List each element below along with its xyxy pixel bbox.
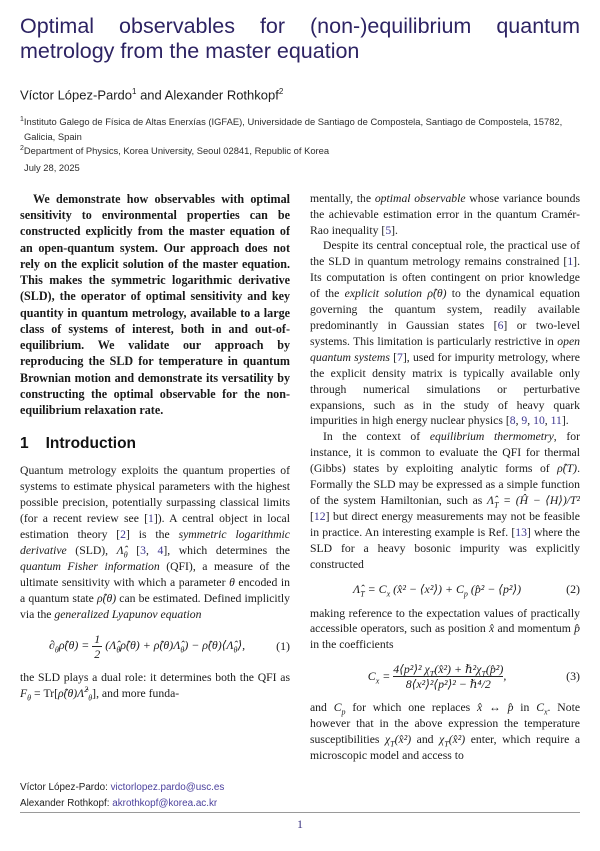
fraction-numerator: 4⟨p²⟩² $\chi_T(x̂^2)$ + $\hbar^2\chi_T(p̂^2)$ [393,662,504,679]
citation-link[interactable]: 3 [140,544,146,558]
paragraph [20,463,290,622]
paper-title-line: metrology from the master equation [20,38,360,63]
author-footnotes [20,774,290,812]
text-run: , [544,414,551,428]
section-title: Introduction [45,435,137,453]
authors-line [20,87,580,102]
citation-link[interactable]: 4 [157,544,164,558]
math-expression: , [503,668,507,683]
fraction [393,662,503,691]
text-run: enter, which require a microscopic model and access to [310,733,580,763]
equation-number: (2) [566,581,580,596]
citation-link[interactable]: 2 [120,528,127,542]
text-run: ρ̂(T) [557,462,578,476]
text-run: We demonstrate how observables with optimal sensitivity to environmental properties can be constructed explicitly from the master equation of an open-quantum system. Our approach does not rely on the explicit solution of the master equation. This makes the symmetric logarithmic derivative (SLD), the operator of optimal sensitivity and key quantity in quantum metrology, available to a large class of systems of interest, both in and out-of-equilibrium. We validate our approach by reproducing the SLD for temperature in quantum Brownian motion and demonstrate its versatility by constructing the optimal observable for the non-equilibrium relaxation rate. [20,191,290,418]
equation-body [310,662,564,691]
paragraph [20,670,290,702]
equation [20,632,290,661]
text-run: ] but direct energy measurements may not be feasible in practice. An interesting example is Ref. [ [310,509,580,539]
text-run: , for instance, it is common to evaluate the QFI for thermal (Gibbs) states by exploiting analytic forms of [310,430,580,476]
text-run: making reference to the expectation values of practically accessible operators, such as position [310,606,580,636]
paragraph [310,700,580,764]
right-column [310,191,580,812]
text-run: to the dynamical equation governing the quantum system, readily available predominantly in Gaussian states [ [310,287,580,333]
text-run: ]). A central object in local estimation theory [ [20,512,290,542]
text-run: $\chi_T(x̂^2)$ [439,733,466,749]
text-run: $C_x$ [536,701,548,717]
text-run: 2 [20,145,24,153]
text-run: in [513,701,537,715]
email-link[interactable]: victorlopez.pardo@usc.es [110,781,225,793]
citation-link[interactable]: 10 [533,414,545,428]
paragraph [310,238,580,429]
text-run: ] is the [126,528,179,542]
paper-date: July 28, 2025 [24,162,80,174]
text-run: 1 [20,116,24,124]
fraction-denominator: 8⟨x²⟩²⟨p²⟩² − ℏ⁴/2 [393,676,503,691]
math-expression: $\Lambdâ_T = C_x$ (x̂² − ⟨x²⟩) + $C_p$ (p̂² − ⟨p²⟩) [353,581,522,598]
footnote-author: Alexander Rothkopf: [20,797,113,809]
text-run: explicit solution [344,287,423,301]
left-column [20,191,290,812]
paragraph [310,191,580,239]
text-run: Instituto Galego de Física de Altas Enerxías (IGFAE), Universidade de Santiago de Compostela, Santiago de Compostela, 15782, Galicia, Spain [23,116,563,142]
text-run: ], and more funda- [92,686,180,700]
paragraph [310,606,580,654]
text-run: encoded in a quantum state [20,575,290,605]
footnote-line [20,796,290,812]
citation-link[interactable]: 9 [521,414,528,428]
text-run: ] or two-level systems. This limitation is particularly restrictive in [310,319,580,348]
text-run: In the context of [323,430,430,444]
text-run: symmetric logarithmic derivative [20,528,290,558]
text-run: ] where the SLD for a heavy bosonic impurity was explicitly constructed [310,525,580,571]
text-run: mentally, the [310,191,375,205]
section-heading [20,435,290,453]
fraction-numerator: 1 [94,631,101,646]
text-run: 1 [132,87,137,96]
text-run: x̂ [489,622,495,636]
text-run: , [145,544,158,558]
text-run: (SLD), [66,544,117,558]
citation-link[interactable]: 12 [313,509,326,523]
fraction [92,632,102,661]
equation-body [310,582,564,597]
text-run: (QFI), a measure of the ultimate sensitivity with which a parameter [20,559,290,589]
text-run: Víctor López-Pardo [20,87,133,103]
math-expression: $C_x$ = [367,668,394,685]
text-run: Despite its central conceptual role, the practical use of the SLD in quantum metrology remains constrained [ [310,239,580,269]
affiliations [20,115,580,175]
text-run: Department of Physics, Korea University, Seoul 02841, Republic of Korea [23,145,330,157]
text-run: , [515,414,522,428]
text-run: in the coefficients [310,638,394,652]
equation [310,662,580,691]
affiliation-1 [20,115,580,144]
text-run: [ [127,544,141,558]
text-run: ]. [561,414,569,428]
text-run: ]. Its computation is often contingent on prior knowledge of the [310,255,580,301]
citation-link[interactable]: 5 [385,223,392,237]
paper-title [20,14,580,63]
page-number: 1 [297,817,303,831]
footnote-line [20,780,290,796]
text-run: . Note however that in the above expression the temperature susceptibilities [310,701,580,747]
citation-link[interactable]: 8 [509,414,516,428]
text-run: ], which determines the [163,544,290,558]
text-run: whose variance bounds the achievable estimation error in the quantum Cramér-Rao inequality [ [310,191,580,237]
citation-link[interactable]: 1 [567,255,574,269]
text-run: p̂ [574,622,580,636]
text-run: generalized Lyapunov equation [54,607,202,621]
text-run: $\Lambdâ_T$ = (Ĥ − ⟨H⟩)/T² [487,493,580,510]
abstract [20,191,290,419]
text-run: and Alexander Rothkopf [136,87,279,103]
text-run: ], used for impurity metrology, where the explicit density matrix is typically available only through numerical simulations or perturbative expansions, such as in the study of heavy quark impurities in high energy nuclear physics [ [310,350,580,428]
text-run: $C_p$ [333,701,346,717]
affiliation-2 [20,144,580,158]
text-run: $F_\theta$ [20,686,32,702]
footnote-author: Víctor López-Pardo: [20,781,111,793]
citation-link[interactable]: 7 [397,350,403,364]
text-run: $\Lambdâ_\theta$ [116,544,128,560]
section-number: 1 [20,435,29,453]
citation-link[interactable]: 6 [497,319,504,333]
math-expression: ($\Lambdâ_\theta\rhô(\theta)$ + $\rhô(\theta)\Lambdâ_\theta$) − $\rhô(\theta)⟨\Lambdâ_\theta⟩$, [102,637,246,655]
email-link[interactable]: akrothkopf@korea.ac.kr [112,797,218,809]
text-run: quantum Fisher information [20,559,160,573]
text-run: ρ̂(θ) [427,287,447,301]
text-run: θ [229,575,235,589]
text-run: ]. [391,223,398,237]
text-run: and [411,733,440,747]
text-run: can be estimated. Defined implicitly via the [20,591,290,621]
citation-link[interactable]: 13 [515,525,527,539]
text-run: x̂ ↔ p̂ [477,701,514,715]
text-run: [ [310,509,314,523]
text-run: [ [389,350,398,364]
text-run: , [527,414,534,428]
math-expression: $\partial_\theta\rhô(\theta)$ = [49,637,93,655]
text-run: equilibrium thermometry [429,430,554,444]
text-run: . Formally the SLD may be expressed as a simple function of the system Hamiltonian, such as [310,462,580,507]
equation [310,582,580,597]
fraction-denominator: 2 [94,646,101,661]
equation-number: (3) [566,669,580,684]
footer-rule [20,812,580,813]
text-run: Quantum metrology exploits the quantum properties of systems to estimate physical parameters with the highest possible precision, potentially surpassing classical limits (for a recent review see [ [20,464,290,526]
paragraph [310,429,580,572]
equation-body [20,632,274,661]
text-run: the SLD plays a dual role: it determines both the QFI as [20,670,290,684]
text-run: open quantum systems [310,334,580,364]
paper-title-line: Optimal observables for (non-)equilibrium quantum [20,14,580,38]
text-run: = Tr[ [31,686,59,700]
two-column-body [20,191,580,812]
text-run: and momentum [494,622,575,636]
text-run: optimal observable [374,191,466,205]
text-run: 2 [278,87,284,96]
text-run: for which one replaces [345,701,478,715]
equation-number: (1) [276,638,290,653]
text-run: ρ̂(θ)Λ̂$^2_\theta$ [58,684,93,702]
text-run: ρ̂(θ) [97,591,117,605]
text-run: and [310,701,334,715]
text-run: $\chi_T(x̂^2)$ [385,733,412,749]
citation-link[interactable]: 11 [550,414,562,428]
citation-link[interactable]: 1 [148,512,154,526]
